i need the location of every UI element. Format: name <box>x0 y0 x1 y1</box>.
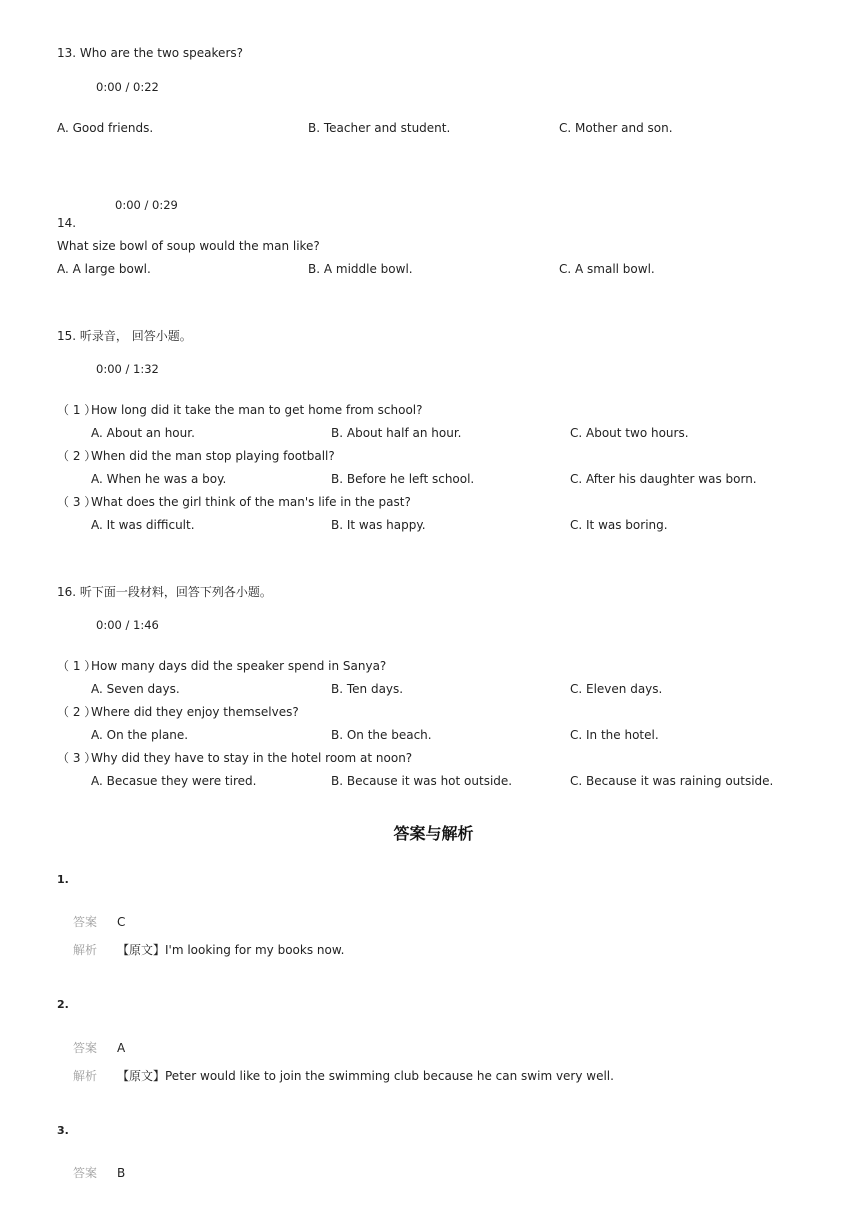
q15-audio-player[interactable]: 0:00 / 1:32 <box>96 362 159 376</box>
answer-3-number: 3. <box>57 1124 69 1137</box>
q15-sub1-question: How long did it take the man to get home from school? <box>91 403 423 417</box>
q16-audio-player[interactable]: 0:00 / 1:46 <box>96 618 159 632</box>
q13-option-c: C. Mother and son. <box>559 121 673 135</box>
q16-sub1-number: （ 1 ） <box>57 659 97 673</box>
answer-1-number: 1. <box>57 873 69 886</box>
q15-sub1-option-c: C. About two hours. <box>570 426 689 440</box>
analysis-2-label: 解析 <box>73 1069 98 1083</box>
q15-sub1-option-a: A. About an hour. <box>91 426 195 440</box>
q14-option-c: C. A small bowl. <box>559 262 655 276</box>
q15-sub2-question: When did the man stop playing football? <box>91 449 335 463</box>
answer-1-label: 答案 <box>73 915 98 929</box>
q16-sub1-option-c: C. Eleven days. <box>570 682 663 696</box>
q14-question: What size bowl of soup would the man like? <box>57 239 320 253</box>
q16-sub1-question: How many days did the speaker spend in Sanya? <box>91 659 387 673</box>
answer-3-value: B <box>117 1166 126 1180</box>
q16-sub2-option-c: C. In the hotel. <box>570 728 659 742</box>
q15-title: 15. 听录音， 回答小题。 <box>57 329 192 343</box>
analysis-1-text: 【原文】I'm looking for my books now. <box>117 943 345 957</box>
q16-title: 16. 听下面一段材料，回答下列各小题。 <box>57 585 272 599</box>
q13-audio-player[interactable]: 0:00 / 0:22 <box>96 80 159 94</box>
q15-sub2-option-c: C. After his daughter was born. <box>570 472 757 486</box>
analysis-2-text: 【原文】Peter would like to join the swimming club because he can swim very well. <box>117 1069 614 1083</box>
q15-sub1-option-b: B. About half an hour. <box>331 426 462 440</box>
q16-sub2-option-a: A. On the plane. <box>91 728 189 742</box>
answer-1-value: C <box>117 915 126 929</box>
q15-sub1-number: （ 1 ） <box>57 403 97 417</box>
answers-section-title: 答案与解析 <box>393 824 474 843</box>
q15-sub3-question: What does the girl think of the man's life in the past? <box>91 495 411 509</box>
q16-sub3-option-a: A. Becasue they were tired. <box>91 774 257 788</box>
q16-sub3-question: Why did they have to stay in the hotel room at noon? <box>91 751 413 765</box>
q16-sub3-option-b: B. Because it was hot outside. <box>331 774 513 788</box>
answer-2-number: 2. <box>57 998 69 1011</box>
q16-sub1-option-a: A. Seven days. <box>91 682 180 696</box>
answer-2-value: A <box>117 1041 126 1055</box>
q13-option-b: B. Teacher and student. <box>308 121 451 135</box>
q14-option-a: A. A large bowl. <box>57 262 151 276</box>
q15-sub3-option-b: B. It was happy. <box>331 518 426 532</box>
q16-sub3-number: （ 3 ） <box>57 751 97 765</box>
q16-sub2-number: （ 2 ） <box>57 705 97 719</box>
answer-2-label: 答案 <box>73 1041 98 1055</box>
q16-sub1-option-b: B. Ten days. <box>331 682 404 696</box>
q13-option-a: A. Good friends. <box>57 121 154 135</box>
q14-option-b: B. A middle bowl. <box>308 262 413 276</box>
q16-sub2-option-b: B. On the beach. <box>331 728 432 742</box>
q15-sub3-option-a: A. It was difficult. <box>91 518 195 532</box>
q15-sub3-option-c: C. It was boring. <box>570 518 668 532</box>
q13-title: 13. Who are the two speakers? <box>57 46 243 60</box>
analysis-1-label: 解析 <box>73 943 98 957</box>
answer-3-label: 答案 <box>73 1166 98 1180</box>
q16-sub2-question: Where did they enjoy themselves? <box>91 705 299 719</box>
q14-number: 14. <box>57 216 77 230</box>
q16-sub3-option-c: C. Because it was raining outside. <box>570 774 774 788</box>
q15-sub2-option-a: A. When he was a boy. <box>91 472 227 486</box>
q15-sub2-number: （ 2 ） <box>57 449 97 463</box>
q15-sub3-number: （ 3 ） <box>57 495 97 509</box>
q15-sub2-option-b: B. Before he left school. <box>331 472 475 486</box>
q14-audio-player[interactable]: 0:00 / 0:29 <box>115 198 178 212</box>
